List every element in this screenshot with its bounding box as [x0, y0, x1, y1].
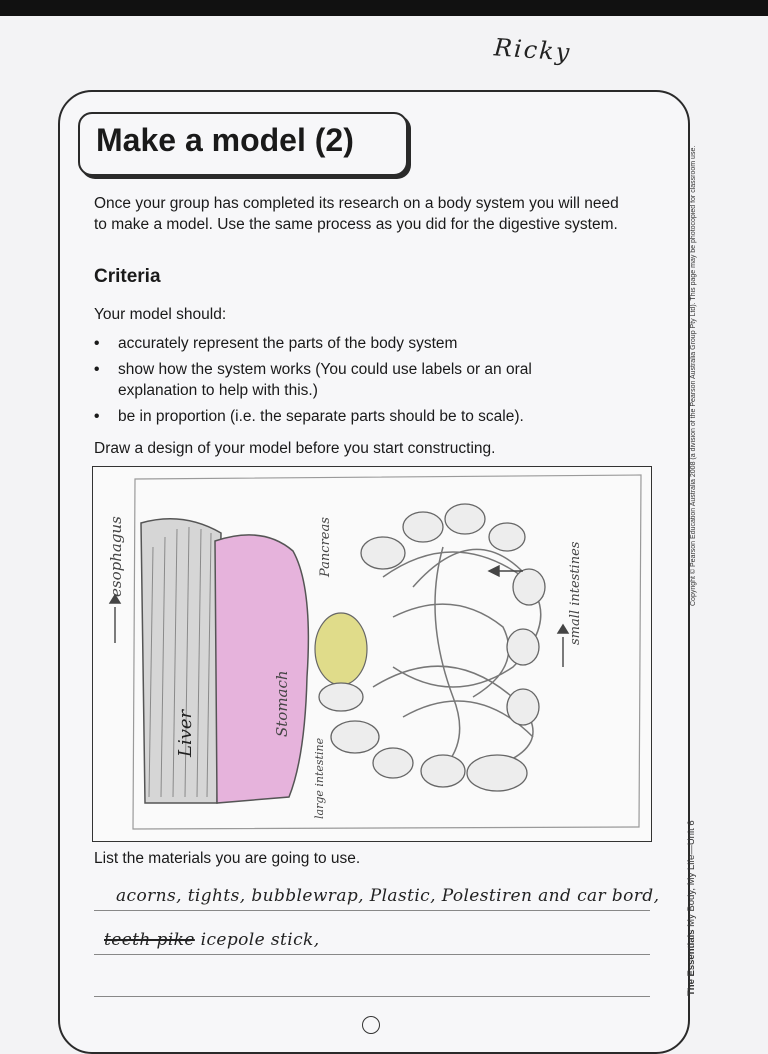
bullet-icon: •: [94, 408, 100, 425]
criteria-item: [94, 333, 614, 354]
criteria-item-text: show how the system works (You could use labels or an oral explanation to help with this.): [118, 361, 532, 399]
criteria-heading: Criteria: [94, 266, 161, 287]
criteria-item: [94, 406, 614, 427]
bullet-icon: •: [94, 361, 100, 378]
materials-line-2-word: icepole stick,: [200, 930, 320, 950]
criteria-item-text: accurately represent the parts of the body system: [118, 335, 458, 352]
footer-brand: The Essentials: [686, 929, 697, 996]
liver-label: Liver: [175, 709, 196, 757]
answer-line-3: [94, 996, 650, 997]
digestive-system-sketch: [93, 467, 651, 841]
footer-series: [686, 820, 697, 996]
scan-top-edge: [0, 0, 768, 16]
copyright-notice: Copyright © Pearson Education Australia 2008 (a division of the Pearson Australia Group Pty Ltd). This page may be photocopied for classroom use.: [690, 145, 697, 606]
pancreas-shape: [315, 613, 367, 685]
esophagus-label: esophagus: [107, 516, 125, 597]
criteria-list: [94, 333, 614, 432]
intro-text: Once your group has completed its research on a body system you will need to make a model. Use the same process as you did for the digestive system.: [94, 195, 619, 233]
materials-line-2-text: [104, 930, 320, 950]
stomach-label: Stomach: [273, 670, 291, 737]
answer-line-1: [94, 910, 650, 911]
criteria-item: [94, 359, 614, 401]
large-intestine-label: large intestine: [313, 737, 326, 819]
page-title: Make a model (2): [96, 122, 354, 158]
criteria-lead: Your model should:: [94, 306, 227, 323]
student-name: Ricky: [493, 33, 573, 67]
materials-line-1-text: acorns, tights, bubblewrap, Plastic, Polestiren and car bord,: [116, 886, 660, 906]
draw-prompt: Draw a design of your model before you start constructing.: [94, 440, 496, 457]
crossed-out-word: teeth pike: [104, 930, 195, 950]
design-drawing-box: [92, 466, 652, 842]
pancreas-label: Pancreas: [318, 517, 333, 577]
bullet-icon: •: [94, 335, 100, 352]
answer-line-2: [94, 954, 650, 955]
stomach-shape: [215, 535, 308, 803]
criteria-item-text: be in proportion (i.e. the separate parts should be to scale).: [118, 408, 524, 425]
small-intestine-label: small intestines: [568, 541, 583, 645]
page-number-circle: [362, 1016, 380, 1034]
footer-unit: My Body, My Life—Unit 6: [686, 820, 697, 930]
materials-prompt: List the materials you are going to use.: [94, 850, 361, 867]
